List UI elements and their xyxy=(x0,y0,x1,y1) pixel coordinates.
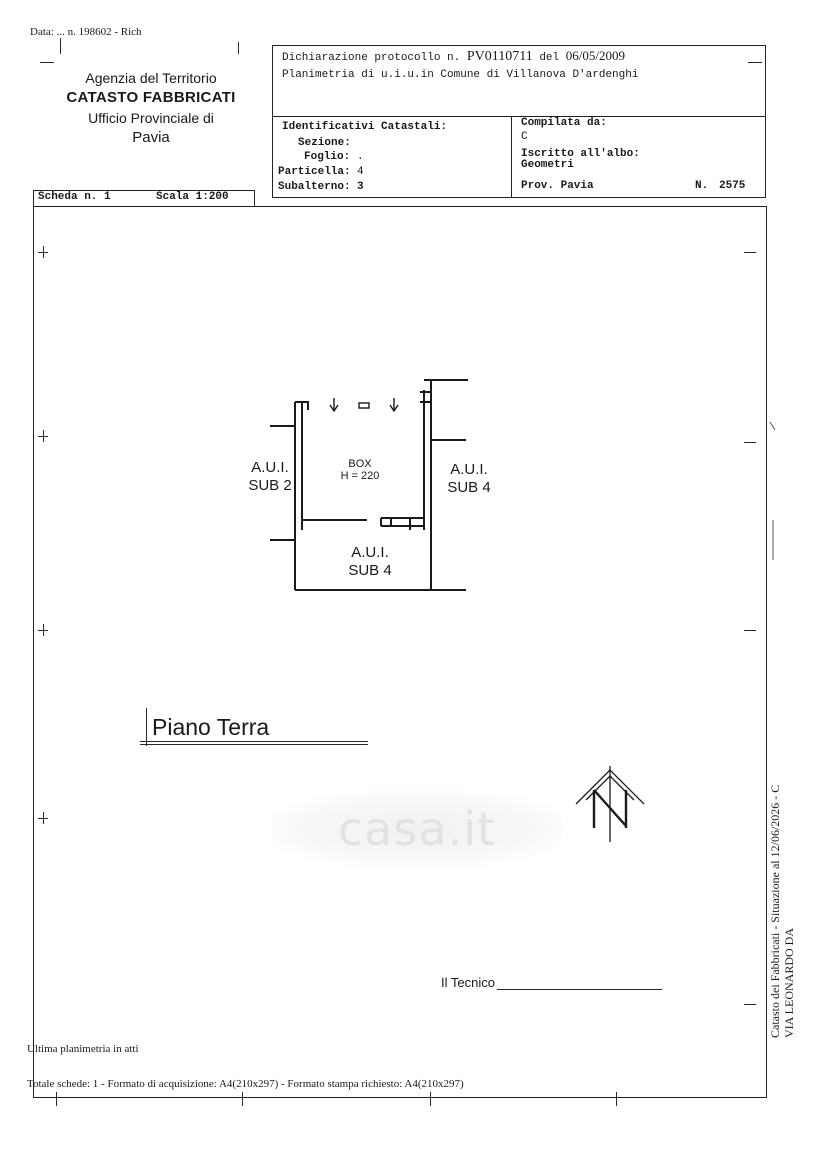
ufficio-label: Ufficio Provinciale di xyxy=(88,110,214,126)
catasto-title: CATASTO FABBRICATI xyxy=(66,89,236,106)
tecnico-label: Il Tecnico xyxy=(441,975,495,990)
watermark xyxy=(272,790,562,868)
room-type: A.U.I. xyxy=(251,459,289,476)
room-sub: SUB 4 xyxy=(447,479,491,496)
room-type: A.U.I. xyxy=(450,461,488,478)
title-bracket xyxy=(146,708,147,746)
scan-mark xyxy=(770,422,775,560)
room-type: A.U.I. xyxy=(351,544,389,561)
top-reference-line: Data: ... n. 198602 - Rich xyxy=(30,26,142,38)
n-value: 2575 xyxy=(719,180,746,192)
side-text-address: VIA LEONARDO DA xyxy=(782,928,796,1038)
compilata-heading: Compilata da: xyxy=(521,117,607,129)
box-bottom-wall-right xyxy=(381,518,424,526)
arrow-down-icon xyxy=(390,398,398,411)
arrow-down-icon xyxy=(330,398,338,411)
floor-title: Piano Terra xyxy=(152,714,270,740)
agency-name: Agenzia del Territorio xyxy=(85,70,217,86)
subalterno-value: 3 xyxy=(357,181,364,193)
foglio-label: Foglio: xyxy=(304,151,351,163)
declaration-label: Dichiarazione protocollo n. xyxy=(282,52,461,64)
sezione-label: Sezione: xyxy=(298,137,351,149)
room-sub: SUB 2 xyxy=(248,477,292,494)
n-label: N. xyxy=(695,180,709,192)
albo-value: Geometri xyxy=(521,159,574,171)
room-label-sub2 xyxy=(240,459,300,495)
protocol-number: PV0110711 xyxy=(466,49,533,64)
ultima-planimetria-note: Ultima planimetria in atti xyxy=(27,1043,139,1055)
box-label xyxy=(330,458,390,482)
prov-label: Prov. Pavia xyxy=(521,180,594,192)
scheda-label: Scheda n. 1 xyxy=(38,191,111,203)
totale-schede-note: Totale schede: 1 - Formato di acquisizione: A4(210x297) - Formato stampa richiesto: A4(210x297) xyxy=(27,1078,464,1090)
watermark-text: casa.it xyxy=(337,802,497,856)
north-letter xyxy=(598,786,622,809)
title-underline xyxy=(140,741,368,742)
albo-label: Iscritto all'albo: xyxy=(521,148,640,160)
box-height: H = 220 xyxy=(340,470,380,482)
foglio-value: . xyxy=(357,151,364,163)
scale-label: Scala 1:200 xyxy=(156,191,229,203)
title-underline xyxy=(140,744,368,745)
identifiers-heading: Identificativi Catastali: xyxy=(282,121,448,133)
right-jamb xyxy=(420,392,431,402)
room-label-sub4-bottom xyxy=(338,544,402,580)
room-label-sub4-right xyxy=(438,461,500,497)
particella-label: Particella: xyxy=(278,166,351,178)
box-name: BOX xyxy=(348,458,372,470)
door-jamb xyxy=(381,518,391,526)
room-sub: SUB 4 xyxy=(348,562,392,579)
declaration-description: Planimetria di u.i.u.in Comune di Villanova D'ardenghi xyxy=(282,69,639,81)
side-text-catasto: Catasto dei Fabbricati - Situazione al 12/06/2026 - C xyxy=(768,784,782,1038)
compilata-name: C xyxy=(521,131,528,143)
province-name: Pavia xyxy=(132,129,170,146)
door-marker-icon xyxy=(359,403,369,408)
declaration-date: 06/05/2009 xyxy=(565,48,625,63)
tecnico-signature-line xyxy=(497,989,662,990)
subalterno-label: Subalterno: xyxy=(278,181,351,193)
date-label: del xyxy=(539,52,560,64)
particella-value: 4 xyxy=(357,166,364,178)
